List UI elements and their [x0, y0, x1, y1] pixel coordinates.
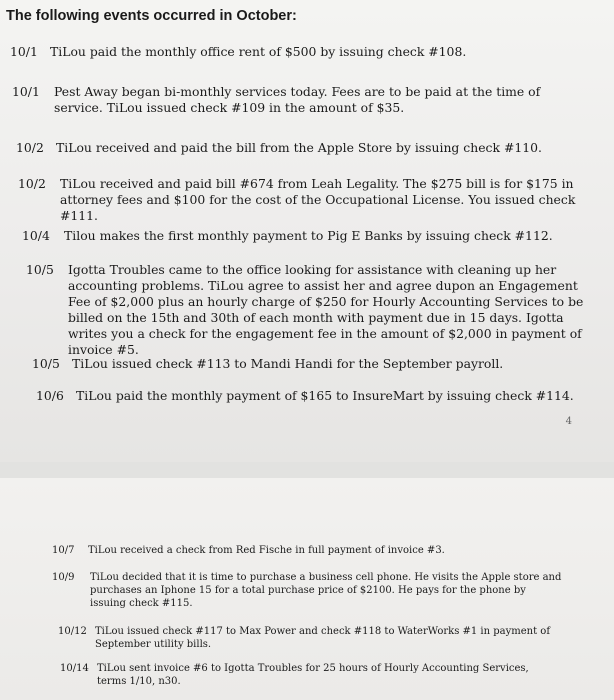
event-date: 10/9 [52, 572, 75, 583]
event-date: 10/1 [12, 84, 40, 99]
event-text: TiLou issued check #117 to Max Power and check #118 to WaterWorks #1 in payment of September utility bills. [95, 626, 551, 650]
event-date: 10/1 [10, 44, 38, 59]
event-text: Pest Away began bi-monthly services today. Fees are to be paid at the time of service. TiLou issued check #109 in the amount of $35. [54, 84, 541, 115]
event-text: TiLou received a check from Red Fische in full payment of invoice #3. [88, 545, 445, 556]
event-date: 10/2 [18, 176, 46, 191]
event-text: TiLou decided that it is time to purchase a business cell phone. He visits the Apple store and purchases an Iphone 15 for a total purchase price of $2100. He pays for the phone by issuing check #115. [90, 572, 562, 609]
event-date: 10/5 [32, 356, 60, 371]
page-number: 4 [565, 416, 572, 427]
event-text: TiLou received and paid bill #674 from Leah Legality. The $275 bill is for $175 in attorney fees and $100 for the cost of the Occupational License. You issued check #111. [60, 176, 576, 223]
event-text: Igotta Troubles came to the office looking for assistance with cleaning up her accounting problems. TiLou agree to assist her and agree dupon an Engagement Fee of $2,000 plus an hourly charge of $250 for Hourly Accounting Services to be billed on the 15th and 30th of each month with payment due in 15 days. Igotta writes you a check for the engagement fee in the amount of $2,000 in payment of invoice #5. [68, 262, 584, 357]
event-date: 10/5 [26, 262, 54, 277]
event-date: 10/2 [16, 140, 44, 155]
event-text: TiLou paid the monthly payment of $165 to InsureMart by issuing check #114. [76, 388, 574, 403]
event-date: 10/6 [36, 388, 64, 403]
event-text: TiLou sent invoice #6 to Igotta Troubles for 25 hours of Hourly Accounting Services, terms 1/10, n30. [97, 663, 529, 687]
document-page-bottom [0, 478, 614, 700]
section-heading: The following events occurred in October: [6, 8, 297, 24]
event-text: Tilou makes the first monthly payment to Pig E Banks by issuing check #112. [64, 228, 553, 243]
event-date: 10/4 [22, 228, 50, 243]
event-date: 10/14 [60, 663, 89, 674]
event-text: TiLou paid the monthly office rent of $500 by issuing check #108. [50, 44, 467, 59]
event-text: TiLou received and paid the bill from the Apple Store by issuing check #110. [56, 140, 542, 155]
page-gap [0, 462, 614, 478]
event-date: 10/7 [52, 545, 75, 556]
event-date: 10/12 [58, 626, 87, 637]
event-text: TiLou issued check #113 to Mandi Handi for the September payroll. [72, 356, 504, 371]
